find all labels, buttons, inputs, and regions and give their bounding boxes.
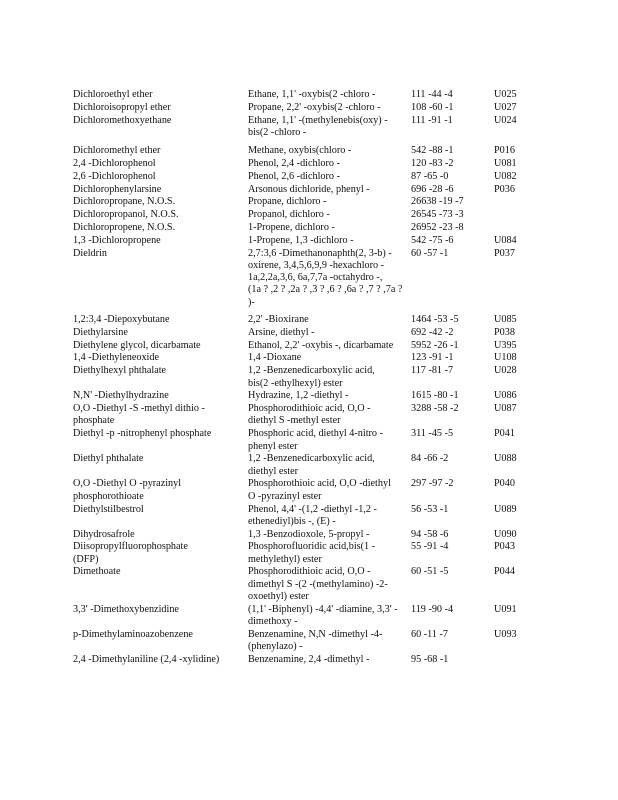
substance-name: Diethyl phthalate <box>73 453 144 465</box>
waste-code: U089 <box>494 503 517 515</box>
table-row <box>73 171 613 183</box>
substance-name: Dihydrosafrole <box>73 528 135 540</box>
substance-name: 1,4 -Diethyleneoxide <box>73 352 160 364</box>
cas-number: 26952 -23 -8 <box>411 221 464 233</box>
waste-code: U395 <box>494 339 517 351</box>
table-row <box>73 629 613 654</box>
waste-code: U082 <box>494 170 517 182</box>
table-row <box>73 209 613 221</box>
substance-name: 2,4 -Dimethylaniline (2,4 -xylidine) <box>73 654 220 666</box>
chemical-abstracts-name: Ethanol, 2,2' -oxybis -, dicarbamate <box>248 339 394 351</box>
table-row <box>73 115 613 140</box>
waste-code: U093 <box>494 628 517 640</box>
chemical-abstracts-name: Arsonous dichloride, phenyl - <box>248 183 370 195</box>
waste-code: U091 <box>494 603 517 615</box>
table-row <box>73 566 613 603</box>
waste-code: P038 <box>494 326 515 338</box>
chemical-abstracts-name: Phosphorodithioic acid, O,O - diethyl S -methyl ester <box>248 403 371 427</box>
cas-number: 60 -51 -5 <box>411 566 449 578</box>
chemical-abstracts-name: 1,2 -Benzenedicarboxylic acid, bis(2 -ethylhexyl) ester <box>248 365 375 389</box>
waste-code: U108 <box>494 352 517 364</box>
chemical-abstracts-name: Methane, oxybis(chloro - <box>248 145 352 157</box>
cas-number: 5952 -26 -1 <box>411 339 459 351</box>
waste-code: P040 <box>494 478 515 490</box>
cas-number: 60 -57 -1 <box>411 247 449 259</box>
table-row <box>73 504 613 529</box>
cas-number: 84 -66 -2 <box>411 453 449 465</box>
substance-name: O,O -Diethyl O -pyrazinyl phosphorothioate <box>73 478 182 502</box>
waste-code: U027 <box>494 101 517 113</box>
cas-number: 1464 -53 -5 <box>411 314 459 326</box>
substance-name: Dichloropropanol, N.O.S. <box>73 209 179 221</box>
cas-number: 95 -68 -1 <box>411 654 449 666</box>
substance-name: Dichlorophenylarsine <box>73 183 162 195</box>
chemical-abstracts-name: Hydrazine, 1,2 -diethyl - <box>248 390 349 402</box>
table-row <box>73 184 613 196</box>
chemical-abstracts-name: 1,2 -Benzenedicarboxylic acid, diethyl ester <box>248 453 375 477</box>
table-row <box>73 529 613 541</box>
chemical-abstracts-name: Phosphorofluoridic acid,bis(1 - methylethyl) ester <box>248 541 376 565</box>
chemical-abstracts-name: Benzenamine, N,N -dimethyl -4- (phenylazo) - <box>248 628 383 653</box>
table-row <box>73 428 613 453</box>
cas-number: 117 -81 -7 <box>411 365 454 377</box>
table-row <box>73 403 613 428</box>
waste-code: U090 <box>494 528 517 540</box>
chemical-abstracts-name: Phenol, 4,4' -(1,2 -diethyl -1,2 - ethenediyl)bis -, (E) - <box>248 503 377 527</box>
substance-name: 2,4 -Dichlorophenol <box>73 157 156 169</box>
cas-number: 123 -91 -1 <box>411 352 454 364</box>
table-row <box>73 604 613 629</box>
table-row <box>73 248 613 309</box>
table-row <box>73 340 613 352</box>
substance-name: p-Dimethylaminoazobenzene <box>73 628 193 640</box>
cas-number: 3288 -58 -2 <box>411 403 459 415</box>
waste-code <box>494 654 544 666</box>
substance-name: Dichloroisopropyl ether <box>73 101 171 113</box>
chemical-abstracts-name: 2,2' -Bioxirane <box>248 314 309 326</box>
chemical-abstracts-name: Phosphoric acid, diethyl 4-nitro - phenyl ester <box>248 428 383 452</box>
waste-code: U081 <box>494 157 517 169</box>
substance-name: Diisopropylfluorophosphate (DFP) <box>73 541 188 565</box>
chemical-abstracts-name: Phenol, 2,4 -dichloro - <box>248 157 340 169</box>
chemical-abstracts-name: Ethane, 1,1' -(methylenebis(oxy) - bis(2 -chloro - <box>248 114 388 138</box>
waste-code <box>494 196 544 208</box>
waste-code: P043 <box>494 541 515 553</box>
cas-number: 692 -42 -2 <box>411 326 454 338</box>
waste-code: U085 <box>494 314 517 326</box>
substance-name: Dichloroethyl ether <box>73 89 153 100</box>
cas-number: 26545 -73 -3 <box>411 209 464 221</box>
cas-number: 94 -58 -6 <box>411 528 449 540</box>
cas-number: 542 -75 -6 <box>411 234 454 246</box>
table-row <box>73 158 613 170</box>
cas-number: 297 -97 -2 <box>411 478 454 490</box>
waste-code: P044 <box>494 566 515 578</box>
substance-name: 1,3 -Dichloropropene <box>73 234 161 246</box>
chemical-abstracts-name: Phosphorodithioic acid, O,O - dimethyl S -(2 -(methylamino) -2- oxoethyl) ester <box>248 566 388 603</box>
chemical-abstracts-name: (1,1' -Biphenyl) -4,4' -diamine, 3,3' - dimethoxy - <box>248 603 398 628</box>
table-row <box>73 654 613 666</box>
chemical-abstracts-name: Propane, 2,2' -oxybis(2 -chloro - <box>248 101 381 113</box>
table-row <box>73 222 613 234</box>
chemical-abstracts-name: Phosphorothioic acid, O,O -diethyl O -pyrazinyl ester <box>248 478 391 502</box>
chemical-abstracts-name: 1,3 -Benzodioxole, 5-propyl - <box>248 528 370 540</box>
waste-code <box>494 209 544 221</box>
cas-number: 87 -65 -0 <box>411 170 449 182</box>
substance-name: Dichloromethyl ether <box>73 145 161 157</box>
table-row <box>73 478 613 503</box>
substance-name: Diethylstilbestrol <box>73 503 144 515</box>
cas-number: 542 -88 -1 <box>411 145 454 157</box>
cas-number: 26638 -19 -7 <box>411 196 464 208</box>
table-row <box>73 102 613 114</box>
waste-code: U087 <box>494 403 517 415</box>
substance-name: O,O -Diethyl -S -methyl dithio - phosphate <box>73 403 205 427</box>
table-row <box>73 453 613 478</box>
cas-number: 120 -83 -2 <box>411 157 454 169</box>
cas-number: 55 -91 -4 <box>411 541 449 553</box>
cas-number: 56 -53 -1 <box>411 503 449 515</box>
table-row <box>73 145 613 157</box>
cas-number: 311 -45 -5 <box>411 428 454 440</box>
substance-name: Dichloropropane, N.O.S. <box>73 196 176 208</box>
cas-number: 1615 -80 -1 <box>411 390 459 402</box>
table-row <box>73 314 613 326</box>
substance-name: Dimethoate <box>73 566 121 578</box>
waste-code: U025 <box>494 89 517 100</box>
chemical-abstracts-name: 1,4 -Dioxane <box>248 352 302 364</box>
cas-number: 111 -44 -4 <box>411 89 453 100</box>
substance-name: 1,2:3,4 -Diepoxybutane <box>73 314 170 326</box>
chemical-abstracts-name: Arsine, diethyl - <box>248 326 315 338</box>
cas-number: 108 -60 -1 <box>411 101 454 113</box>
table-row <box>73 541 613 566</box>
chemical-abstracts-name: Propane, dichloro - <box>248 196 327 208</box>
table-row <box>73 365 613 390</box>
chemical-abstracts-name: 1-Propene, dichloro - <box>248 221 335 233</box>
chemical-abstracts-name: Propanol, dichloro - <box>248 209 330 221</box>
chemical-abstracts-name: Ethane, 1,1' -oxybis(2 -chloro - <box>248 89 376 100</box>
substance-name: Diethyl -p -nitrophenyl phosphate <box>73 428 212 440</box>
substance-name: 2,6 -Dichlorophenol <box>73 170 156 182</box>
substance-name: Dichloropropene, N.O.S. <box>73 221 176 233</box>
waste-code: U088 <box>494 453 517 465</box>
waste-code: P016 <box>494 145 515 157</box>
cas-number: 119 -90 -4 <box>411 603 454 615</box>
table-row <box>73 235 613 247</box>
chemical-abstracts-name: Benzenamine, 2,4 -dimethyl - <box>248 654 370 666</box>
substance-name: Diethylhexyl phthalate <box>73 365 167 377</box>
chemical-abstracts-name: 2,7:3,6 -Dimethanonaphth(2, 3-b) - oxirene, 3,4,5,6,9,9 -hexachloro - 1a,2,2a,3,6, 6a,7,7a -octahydro -, (1a ? ,2 ? ,2a ? ,3 ? ,6 ? ,6a ? ,7 ? ,7a ? )- <box>248 247 403 308</box>
waste-code: U028 <box>494 365 517 377</box>
waste-code: P037 <box>494 247 515 259</box>
hazardous-substances-table <box>73 89 613 667</box>
cas-number: 696 -28 -6 <box>411 183 454 195</box>
waste-code: P041 <box>494 428 515 440</box>
substance-name: Diethylene glycol, dicarbamate <box>73 339 201 351</box>
substance-name: Dieldrin <box>73 247 107 259</box>
chemical-abstracts-name: Phenol, 2,6 -dichloro - <box>248 170 340 182</box>
substance-name: N,N' -Diethylhydrazine <box>73 390 169 402</box>
table-row <box>73 89 613 101</box>
substance-name: Diethylarsine <box>73 326 128 338</box>
table-row <box>73 196 613 208</box>
substance-name: Dichloromethoxyethane <box>73 114 172 126</box>
table-row <box>73 327 613 339</box>
table-row <box>73 352 613 364</box>
waste-code: U024 <box>494 114 517 126</box>
substance-name: 3,3' -Dimethoxybenzidine <box>73 603 179 615</box>
waste-code: P036 <box>494 183 515 195</box>
chemical-abstracts-name: 1-Propene, 1,3 -dichloro - <box>248 234 354 246</box>
cas-number: 111 -91 -1 <box>411 114 453 126</box>
waste-code: U084 <box>494 234 517 246</box>
waste-code <box>494 222 544 234</box>
cas-number: 60 -11 -7 <box>411 628 448 640</box>
waste-code: U086 <box>494 390 517 402</box>
table-row <box>73 390 613 402</box>
